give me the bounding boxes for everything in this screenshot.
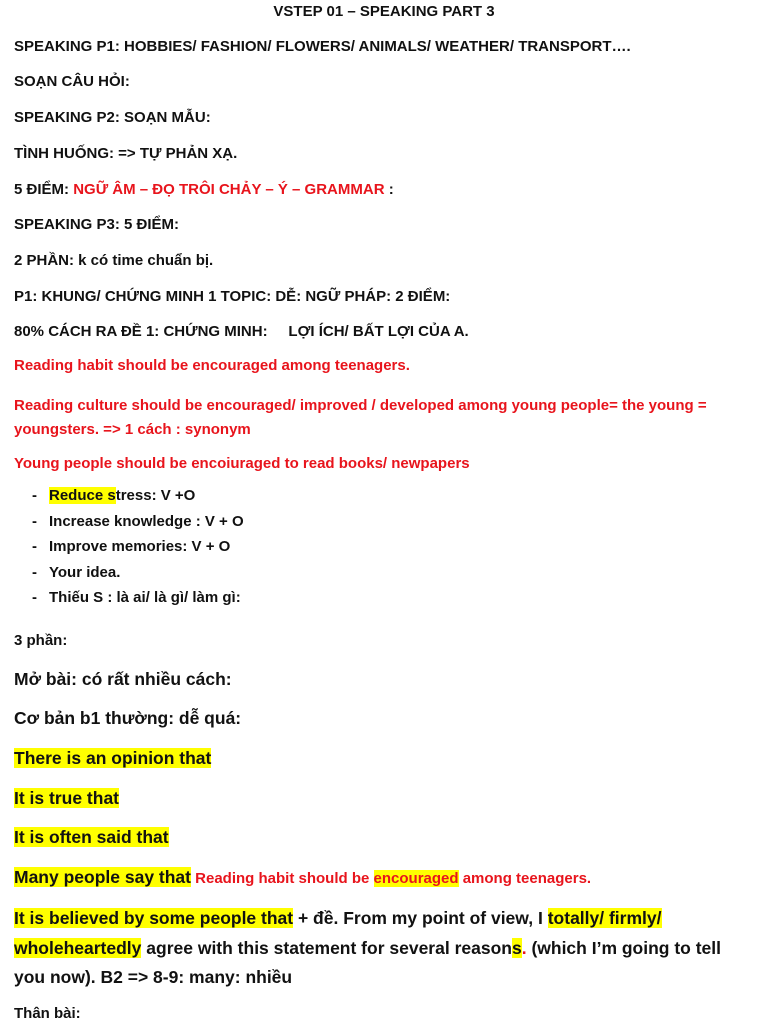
phrase-line-1 bbox=[14, 746, 211, 770]
body-heading: Thân bài: bbox=[14, 1005, 81, 1022]
five-points-colon: : bbox=[384, 181, 394, 198]
five-points-label: 5 ĐIỂM: bbox=[14, 181, 74, 198]
bullet-4-text: Your idea. bbox=[49, 563, 121, 581]
example-topic-b: among teenagers. bbox=[458, 870, 592, 887]
dash-bullet: - bbox=[32, 487, 37, 504]
agreement-adverbs: totally/ firmly/ wholeheartedly bbox=[14, 908, 662, 958]
example-topic-a: Reading habit should be bbox=[191, 870, 374, 887]
paragraph-text-2: agree with this statement for several reason bbox=[141, 937, 512, 958]
opening-phrase-4: Many people say that bbox=[14, 867, 191, 887]
bullet-5-text: Thiếu S : là ai/ là gì/ làm gì: bbox=[49, 589, 241, 607]
phrase-line-4 bbox=[14, 865, 591, 891]
speaking-p1-line: SPEAKING P1: HOBBIES/ FASHION/ FLOWERS/ ANIMALS/ WEATHER/ TRANSPORT…. bbox=[14, 38, 631, 55]
dash-bullet: - bbox=[32, 589, 37, 607]
bullet-3-text: Improve memories: V + O bbox=[49, 538, 231, 556]
basic-b1-heading: Cơ bản b1 thường: dễ quá: bbox=[14, 708, 242, 728]
intro-heading: Mở bài: có rất nhiều cách: bbox=[14, 669, 232, 689]
opening-phrase-1: There is an opinion that bbox=[14, 748, 212, 768]
speaking-p3-line: SPEAKING P3: 5 ĐIỂM: bbox=[14, 216, 180, 233]
red-topic-3: Young people should be encoiuraged to read books/ newpapers bbox=[14, 455, 470, 472]
speaking-p2-line: SPEAKING P2: SOẠN MẪU: bbox=[14, 109, 211, 126]
dash-bullet: - bbox=[32, 512, 37, 530]
tinh-huong-line: TÌNH HUỐNG: => TỰ PHẢN XẠ. bbox=[14, 145, 238, 162]
five-points-criteria: NGỮ ÂM – ĐỌ TRÔI CHẢY – Ý – GRAMMAR bbox=[73, 181, 385, 198]
opening-phrase-2: It is true that bbox=[14, 788, 120, 808]
example-topic-highlight: encouraged bbox=[373, 870, 459, 887]
paragraph-text-1: + đề. From my point of view, I bbox=[293, 908, 548, 928]
bullet-1-text: tress: V +O bbox=[115, 487, 196, 504]
phrase-line-2 bbox=[14, 786, 119, 810]
five-points-line bbox=[14, 180, 394, 200]
paragraph-red-dot: . bbox=[521, 937, 527, 958]
opening-phrase-3: It is often said that bbox=[14, 827, 169, 847]
two-parts-line: 2 PHẦN: k có time chuẩn bị. bbox=[14, 252, 214, 269]
bullet-1-highlight: Reduce s bbox=[49, 487, 116, 504]
red-topic-2: Reading culture should be encouraged/ improved / developed among young people= the young = youngsters. => 1 cách : synonym bbox=[14, 397, 707, 438]
intro-sample-paragraph bbox=[14, 904, 749, 993]
dash-bullet: - bbox=[32, 563, 37, 581]
three-parts-line: 3 phần: bbox=[14, 632, 68, 649]
p1-frame-line: P1: KHUNG/ CHỨNG MINH 1 TOPIC: DỄ: NGỮ PHÁP: 2 ĐIỂM: bbox=[14, 288, 451, 305]
believed-phrase: It is believed by some people that bbox=[14, 908, 294, 928]
paragraph-text-3: (which I’m going to tell you now). B2 => 8-9: many: nhiều bbox=[14, 937, 722, 987]
reasons-s-highlight: s bbox=[511, 937, 522, 958]
phrase-line-3 bbox=[14, 825, 169, 849]
exam-format-line: 80% CÁCH RA ĐỀ 1: CHỨNG MINH: LỢI ÍCH/ BẤT LỢI CỦA A. bbox=[14, 323, 469, 340]
bullet-2-text: Increase knowledge : V + O bbox=[49, 512, 244, 530]
dash-bullet: - bbox=[32, 538, 37, 556]
soan-cau-hoi-line: SOẠN CÂU HỎI: bbox=[14, 73, 130, 90]
red-topic-1: Reading habit should be encouraged among teenagers. bbox=[14, 357, 410, 374]
document-title: VSTEP 01 – SPEAKING PART 3 bbox=[273, 3, 495, 20]
